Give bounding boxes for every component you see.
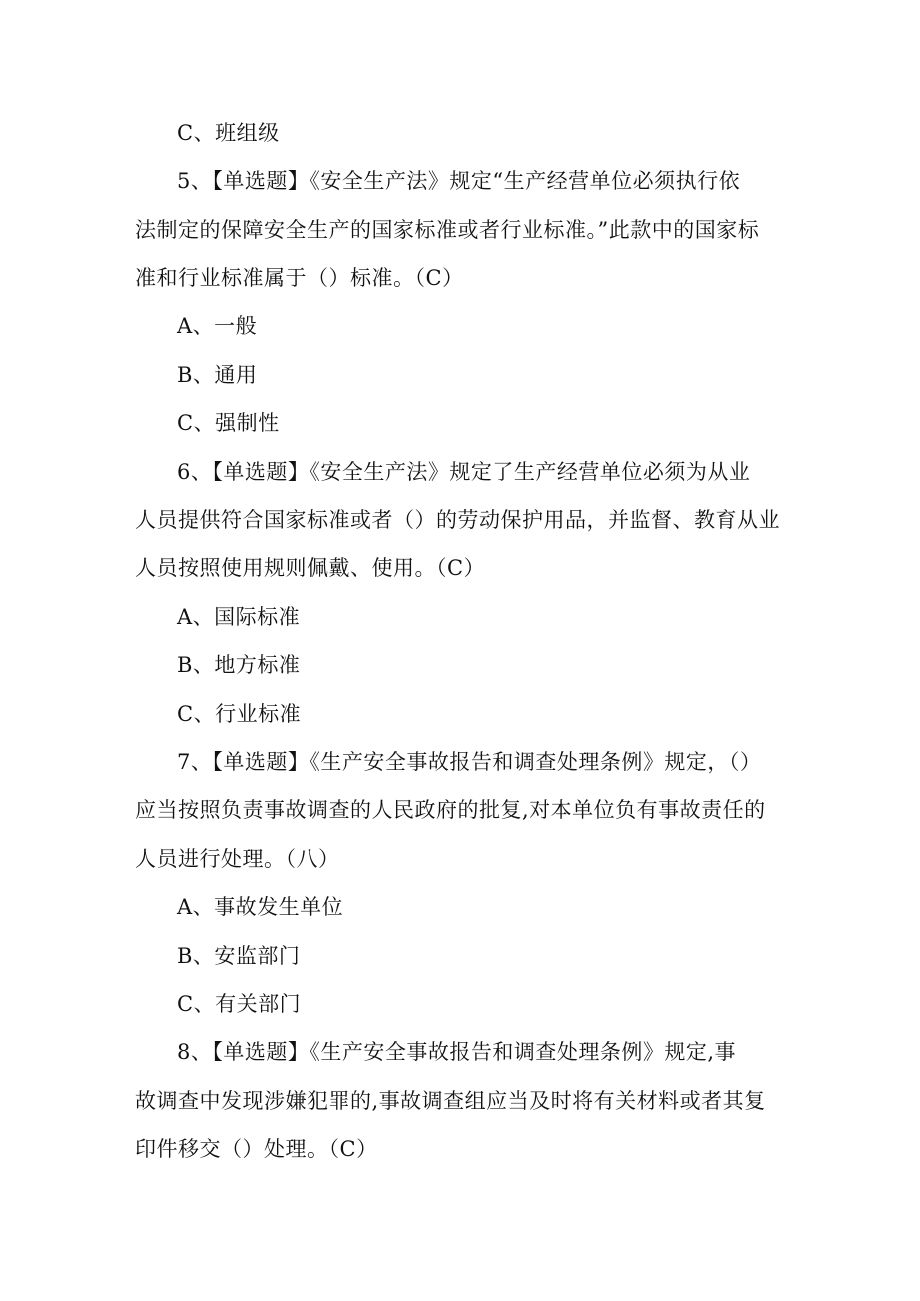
option-b-q7: B、安监部门 — [177, 944, 301, 968]
question-5-line-2: 法制定的保障安全生产的国家标准或者行业标准。”此款中的国家标 — [135, 218, 760, 242]
question-6-line-3: 人员按照使用规则佩戴、使用。（C） — [135, 556, 486, 580]
option-c-q5: C、强制性 — [177, 411, 280, 435]
question-7-line-1: 7、【单选题】《生产安全事故报告和调查处理条例》规定，（） — [177, 750, 762, 774]
question-7-line-2: 应当按照负责事故调查的人民政府的批复,对本单位负有事故责任的 — [135, 798, 766, 822]
option-a-q6: A、国际标准 — [177, 605, 301, 629]
option-b-q6: B、地方标准 — [177, 653, 301, 677]
question-6-line-2: 人员提供符合国家标准或者（）的劳动保护用品，并监督、教育从业 — [135, 508, 780, 532]
option-c-q6: C、行业标准 — [177, 702, 302, 726]
question-8-line-3: 印件移交（）处理。（C） — [135, 1137, 378, 1161]
question-6-line-1: 6、【单选题】《安全生产法》规定了生产经营单位必须为从业 — [177, 460, 751, 484]
option-c-q4: C、班组级 — [177, 121, 280, 145]
question-8-line-2: 故调查中发现涉嫌犯罪的,事故调查组应当及时将有关材料或者其复 — [135, 1089, 766, 1113]
question-7-line-3: 人员进行处理。（八） — [135, 847, 340, 871]
option-a-q7: A、事故发生单位 — [177, 895, 344, 919]
option-b-q5: B、通用 — [177, 363, 258, 387]
question-5-line-1: 5、【单选题】《安全生产法》规定“生产经营单位必须执行依 — [177, 169, 741, 193]
question-8-line-1: 8、【单选题】《生产安全事故报告和调查处理条例》规定,事 — [177, 1040, 737, 1064]
option-a-q5: A、一般 — [177, 314, 258, 338]
question-5-line-3: 准和行业标准属于（）标准。（C） — [135, 266, 464, 290]
option-c-q7: C、有关部门 — [177, 992, 302, 1016]
